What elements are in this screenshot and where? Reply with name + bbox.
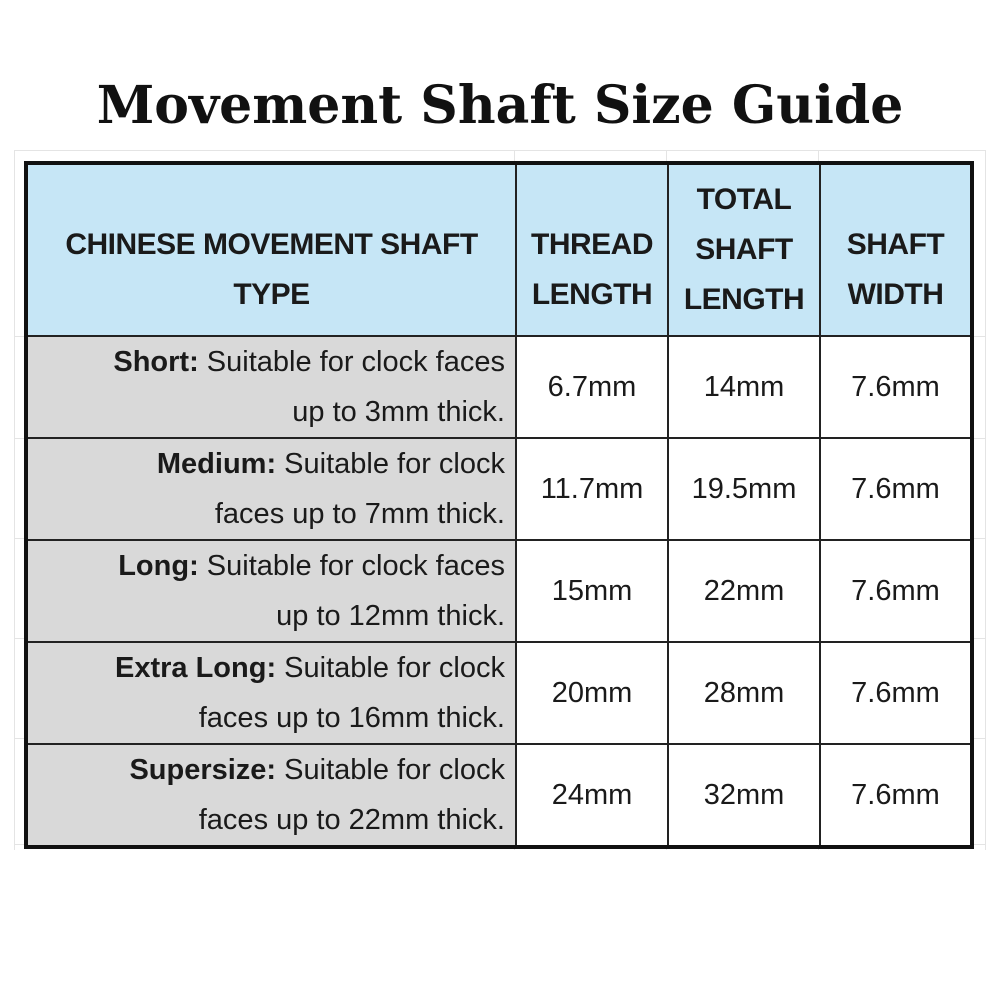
total-shaft-length-cell: 14mm	[668, 336, 820, 438]
thread-length-cell: 20mm	[516, 642, 668, 744]
table-row	[26, 438, 972, 540]
shaft-width-cell: 7.6mm	[820, 336, 972, 438]
shaft-type-description: faces up to 7mm thick.	[214, 498, 505, 530]
header-shaft-type: CHINESE MOVEMENT SHAFT TYPE	[26, 163, 516, 336]
table-row	[26, 336, 972, 438]
thread-length-cell: 6.7mm	[516, 336, 668, 438]
shaft-type-description: up to 12mm thick.	[276, 600, 505, 632]
table-header-row	[26, 163, 972, 336]
total-shaft-length-cell: 32mm	[668, 744, 820, 847]
shaft-type-description: Suitable for clock faces	[198, 550, 505, 582]
shaft-width-cell: 7.6mm	[820, 438, 972, 540]
page-title: Movement Shaft Size Guide	[96, 74, 904, 136]
shaft-type-name: Supersize:	[129, 754, 277, 786]
thread-length-cell: 15mm	[516, 540, 668, 642]
total-shaft-length-cell: 28mm	[668, 642, 820, 744]
shaft-type-description: Suitable for clock	[276, 448, 505, 480]
shaft-width-cell: 7.6mm	[820, 744, 972, 847]
shaft-type-description: Suitable for clock	[276, 652, 505, 684]
shaft-type-description: faces up to 16mm thick.	[198, 702, 505, 734]
thread-length-cell: 24mm	[516, 744, 668, 847]
header-thread-length: THREAD LENGTH	[516, 163, 668, 336]
shaft-type-description: faces up to 22mm thick.	[198, 804, 505, 836]
shaft-type-description: Suitable for clock faces	[198, 346, 505, 378]
shaft-type-cell	[26, 438, 516, 540]
shaft-type-cell	[26, 744, 516, 847]
shaft-type-name: Extra Long:	[114, 652, 277, 684]
total-shaft-length-cell: 22mm	[668, 540, 820, 642]
total-shaft-length-cell: 19.5mm	[668, 438, 820, 540]
shaft-type-cell	[26, 642, 516, 744]
shaft-type-name: Medium:	[156, 448, 277, 480]
shaft-type-description: up to 3mm thick.	[292, 396, 505, 428]
shaft-width-cell: 7.6mm	[820, 540, 972, 642]
shaft-type-description: Suitable for clock	[276, 754, 505, 786]
table-row	[26, 642, 972, 744]
shaft-type-cell	[26, 540, 516, 642]
table-row	[26, 744, 972, 847]
thread-length-cell: 11.7mm	[516, 438, 668, 540]
shaft-type-name: Long:	[118, 550, 199, 582]
shaft-size-table	[24, 161, 974, 849]
header-shaft-width: SHAFT WIDTH	[820, 163, 972, 336]
shaft-width-cell: 7.6mm	[820, 642, 972, 744]
table-row	[26, 540, 972, 642]
header-total-shaft-length: TOTAL SHAFT LENGTH	[668, 163, 820, 336]
shaft-type-name: Short:	[113, 346, 199, 378]
shaft-type-cell	[26, 336, 516, 438]
